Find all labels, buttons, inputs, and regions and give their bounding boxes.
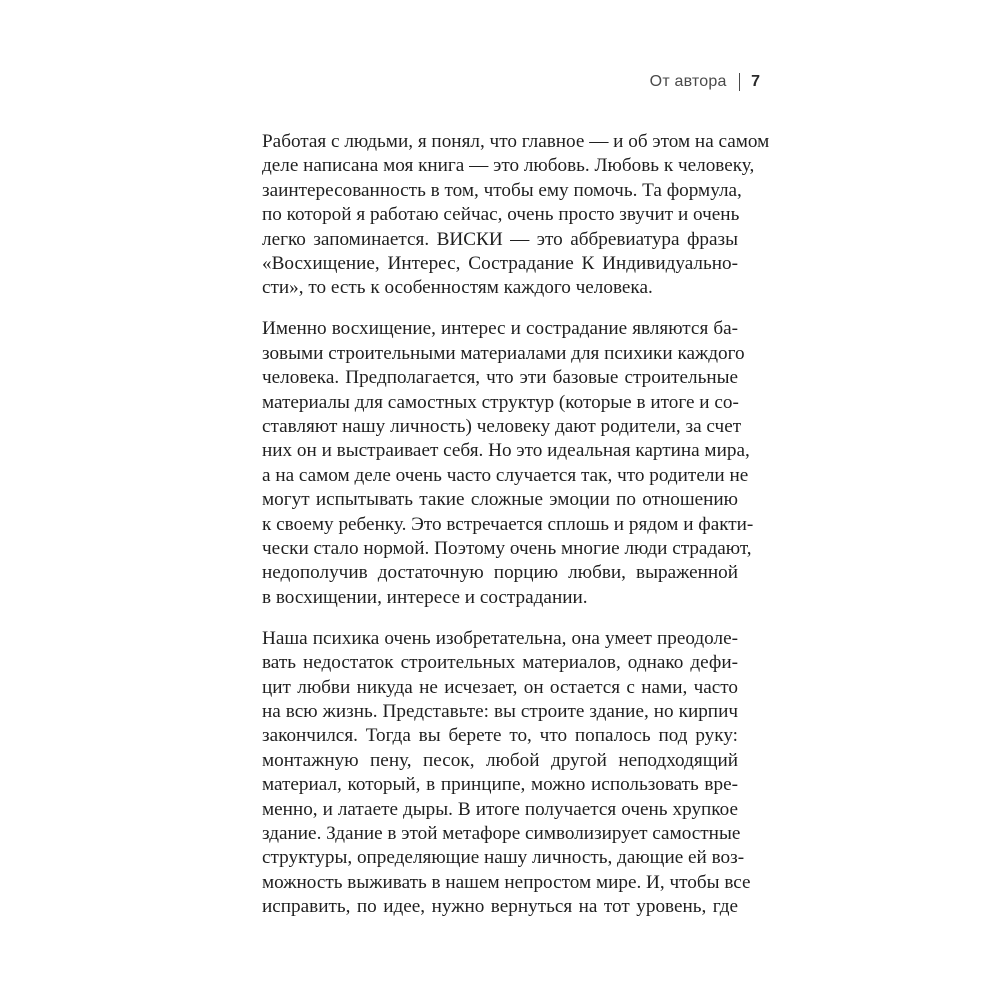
section-title: От автора xyxy=(649,73,727,90)
text-line: исправить, по идее, нужно вернуться на тот уровень, где xyxy=(262,896,738,918)
text-line: закончился. Тогда вы берете то, что попалось под руку: xyxy=(262,725,738,747)
text-line: могут испытывать такие сложные эмоции по отношению xyxy=(262,489,738,511)
text-line: заинтересованность в том, чтобы ему помочь. Та формула, xyxy=(262,179,742,201)
text-line: здание. Здание в этой метафоре символизирует самостные xyxy=(262,822,741,844)
text-line: чески стало нормой. Поэтому очень многие люди страдают, xyxy=(262,538,752,559)
text-line: по которой я работаю сейчас, очень просто звучит и очень xyxy=(262,204,740,226)
paragraph-3 xyxy=(262,627,751,920)
text-line: сти», то есть к особенностям каждого человека. xyxy=(262,277,653,299)
header-divider xyxy=(739,73,741,91)
page-number: 7 xyxy=(751,73,760,90)
text-line: материалы для самостных структур (которые в итоге и со- xyxy=(262,391,739,413)
text-line: а на самом деле очень часто случается так, что родители не xyxy=(262,464,749,486)
text-line: Работая с людьми, я понял, что главное — и об этом на самом xyxy=(262,131,770,152)
text-line: менно, и латаете дыры. В итоге получается очень хрупкое xyxy=(262,798,738,820)
text-line: ставляют нашу личность) человеку дают родители, за счет xyxy=(262,415,742,437)
text-line: к своему ребенку. Это встречается сплошь и рядом и факти- xyxy=(262,513,754,535)
text-line: недополучив достаточную порцию любви, выраженной xyxy=(262,562,738,584)
paragraph-1 xyxy=(262,130,770,301)
running-header xyxy=(650,70,760,94)
text-line: легко запоминается. ВИСКИ — это аббревиатура фразы xyxy=(262,228,738,250)
text-line: на всю жизнь. Представьте: вы строите здание, но кирпич xyxy=(262,700,738,722)
text-line: можность выживать в нашем непростом мире. И, чтобы все xyxy=(262,871,751,893)
paragraph-2 xyxy=(262,317,754,610)
text-line: материал, который, в принципе, можно использовать вре- xyxy=(262,774,738,796)
text-line: них он и выстраивает себя. Но это идеальная картина мира, xyxy=(262,440,750,462)
text-line: вать недостаток строительных материалов, однако дефи- xyxy=(262,652,738,674)
text-line: цит любви никуда не исчезает, он остается с нами, часто xyxy=(262,676,738,698)
text-line: «Восхищение, Интерес, Сострадание К Индивидуально- xyxy=(262,253,738,275)
text-line: монтажную пену, песок, любой другой неподходящий xyxy=(262,749,738,771)
text-line: структуры, определяющие нашу личность, дающие ей воз- xyxy=(262,847,745,869)
text-line: человека. Предполагается, что эти базовые строительные xyxy=(262,367,738,389)
body-text xyxy=(262,130,770,936)
text-line: деле написана моя книга — это любовь. Любовь к человеку, xyxy=(262,155,755,177)
text-line: Наша психика очень изобретательна, она умеет преодоле- xyxy=(262,627,738,649)
text-line: Именно восхищение, интерес и сострадание являются ба- xyxy=(262,318,738,340)
text-line: зовыми строительными материалами для психики каждого xyxy=(262,342,745,364)
text-line: в восхищении, интересе и сострадании. xyxy=(262,586,588,608)
